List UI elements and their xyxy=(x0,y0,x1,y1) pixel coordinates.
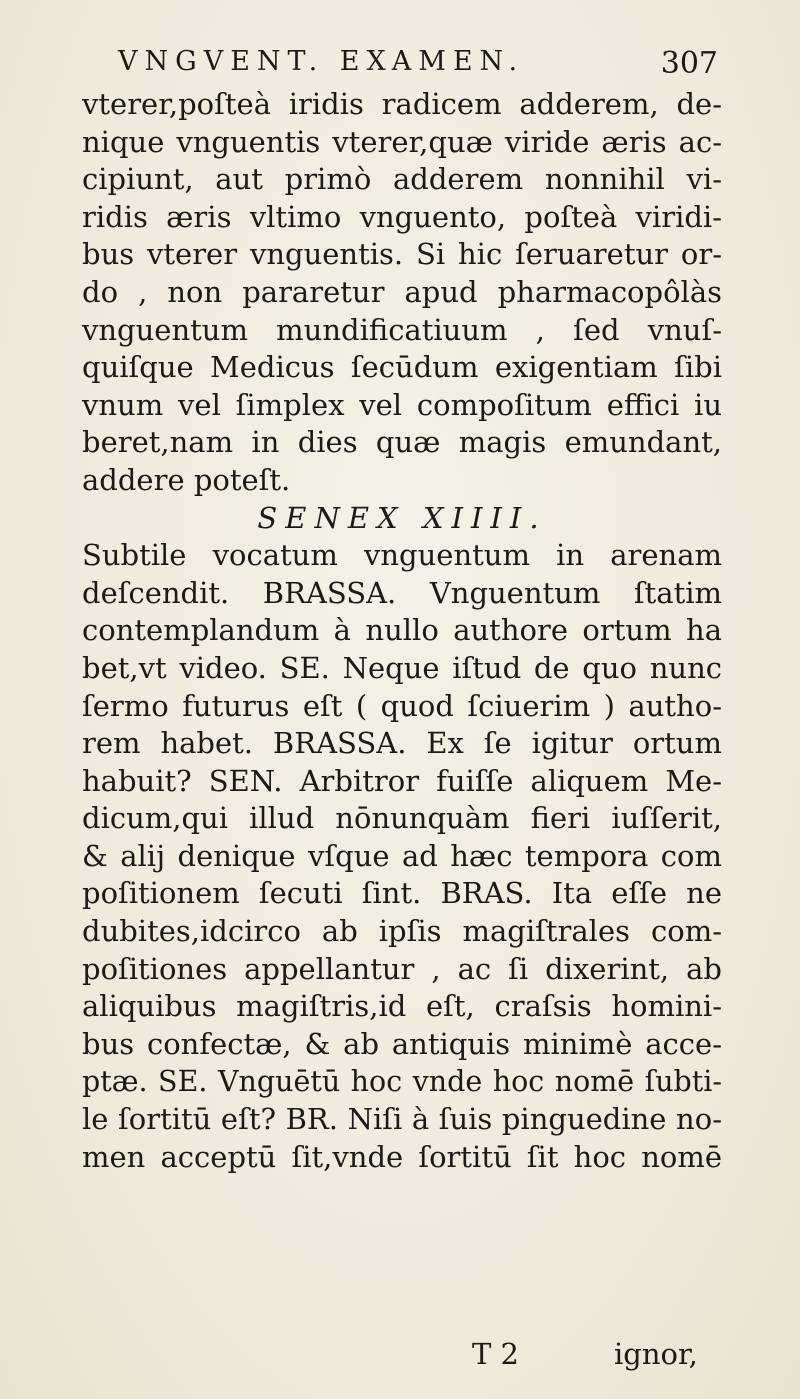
text-line: bet,vt video. SE. Neque iſtud de quo nunc xyxy=(82,650,722,685)
text-line: deſcendit. BRASSA. Vnguentum ſtatim xyxy=(82,575,722,610)
text-line: habuit? SEN. Arbitror fuiſſe aliquem Me- xyxy=(82,763,722,798)
catchword: ignor, xyxy=(614,1337,698,1371)
text-line: le ſortitū eſt? BR. Niſi à ſuis pinguedine no- xyxy=(82,1102,722,1137)
text-line: bus confectæ, & ab antiquis minimè acce- xyxy=(82,1026,722,1061)
text-line: ptæ. SE. Vnguētū hoc vnde hoc nomē ſubti- xyxy=(82,1065,722,1099)
text-line: nique vnguentis vterer,quæ viride æris ac- xyxy=(82,124,722,159)
text-line: contemplandum à nullo authore ortum ha xyxy=(82,613,722,648)
page-footer xyxy=(82,1334,722,1374)
page-number: 307 xyxy=(660,46,718,81)
text-line: aliquibus magiſtris,id eſt, craſsis homini- xyxy=(82,989,722,1024)
text-line: Subtile vocatum vnguentum in arenam xyxy=(82,538,722,573)
text-line: vnum vel ſimplex vel compoſitum effici iu xyxy=(82,387,722,422)
text-line: cipiunt, aut primò adderem nonnihil vi- xyxy=(82,162,722,197)
text-line: poſitionem ſecuti ſint. BRAS. Ita eſſe ne xyxy=(82,876,722,911)
section-heading: SENEX XIIII. xyxy=(257,500,547,535)
signature-mark: T 2 xyxy=(472,1337,520,1371)
text-line: vnguentum mundificatiuum , ſed vnuſ- xyxy=(82,312,722,347)
text-line: ridis æris vltimo vnguento, poſteà viridi- xyxy=(82,199,722,234)
body-text xyxy=(82,86,722,1176)
text-line: poſitiones appellantur , ac ſi dixerint, ab xyxy=(82,951,722,986)
text-line: bus vterer vnguentis. Si hic ſeruaretur or- xyxy=(82,237,722,272)
text-line: vterer,poſteà iridis radicem adderem, de- xyxy=(82,87,722,121)
text-line: do , non pararetur apud pharmacopôlàs xyxy=(82,274,722,309)
text-line: quiſque Medicus ſecūdum exigentiam ſibi xyxy=(82,350,722,385)
text-line: dicum,qui illud nōnunquàm fieri iuſſerit, xyxy=(82,801,722,836)
text-line: rem habet. BRASSA. Ex ſe igitur ortum xyxy=(82,726,722,761)
text-line: dubites,idcirco ab ipſis magiſtrales com- xyxy=(82,914,722,949)
running-head xyxy=(118,42,718,82)
text-line: men acceptū ſit,vnde ſortitū ſit hoc nomē xyxy=(82,1139,722,1174)
text-line: beret,nam in dies quæ magis emundant, xyxy=(82,425,722,460)
text-line: ſermo futurus eſt ( quod ſciuerim ) autho- xyxy=(82,688,722,723)
text-line: & alij denique vſque ad hæc tempora com xyxy=(82,838,722,873)
text-line: addere poteſt. xyxy=(82,462,291,497)
running-title: VNGVENT. EXAMEN. xyxy=(118,46,525,77)
